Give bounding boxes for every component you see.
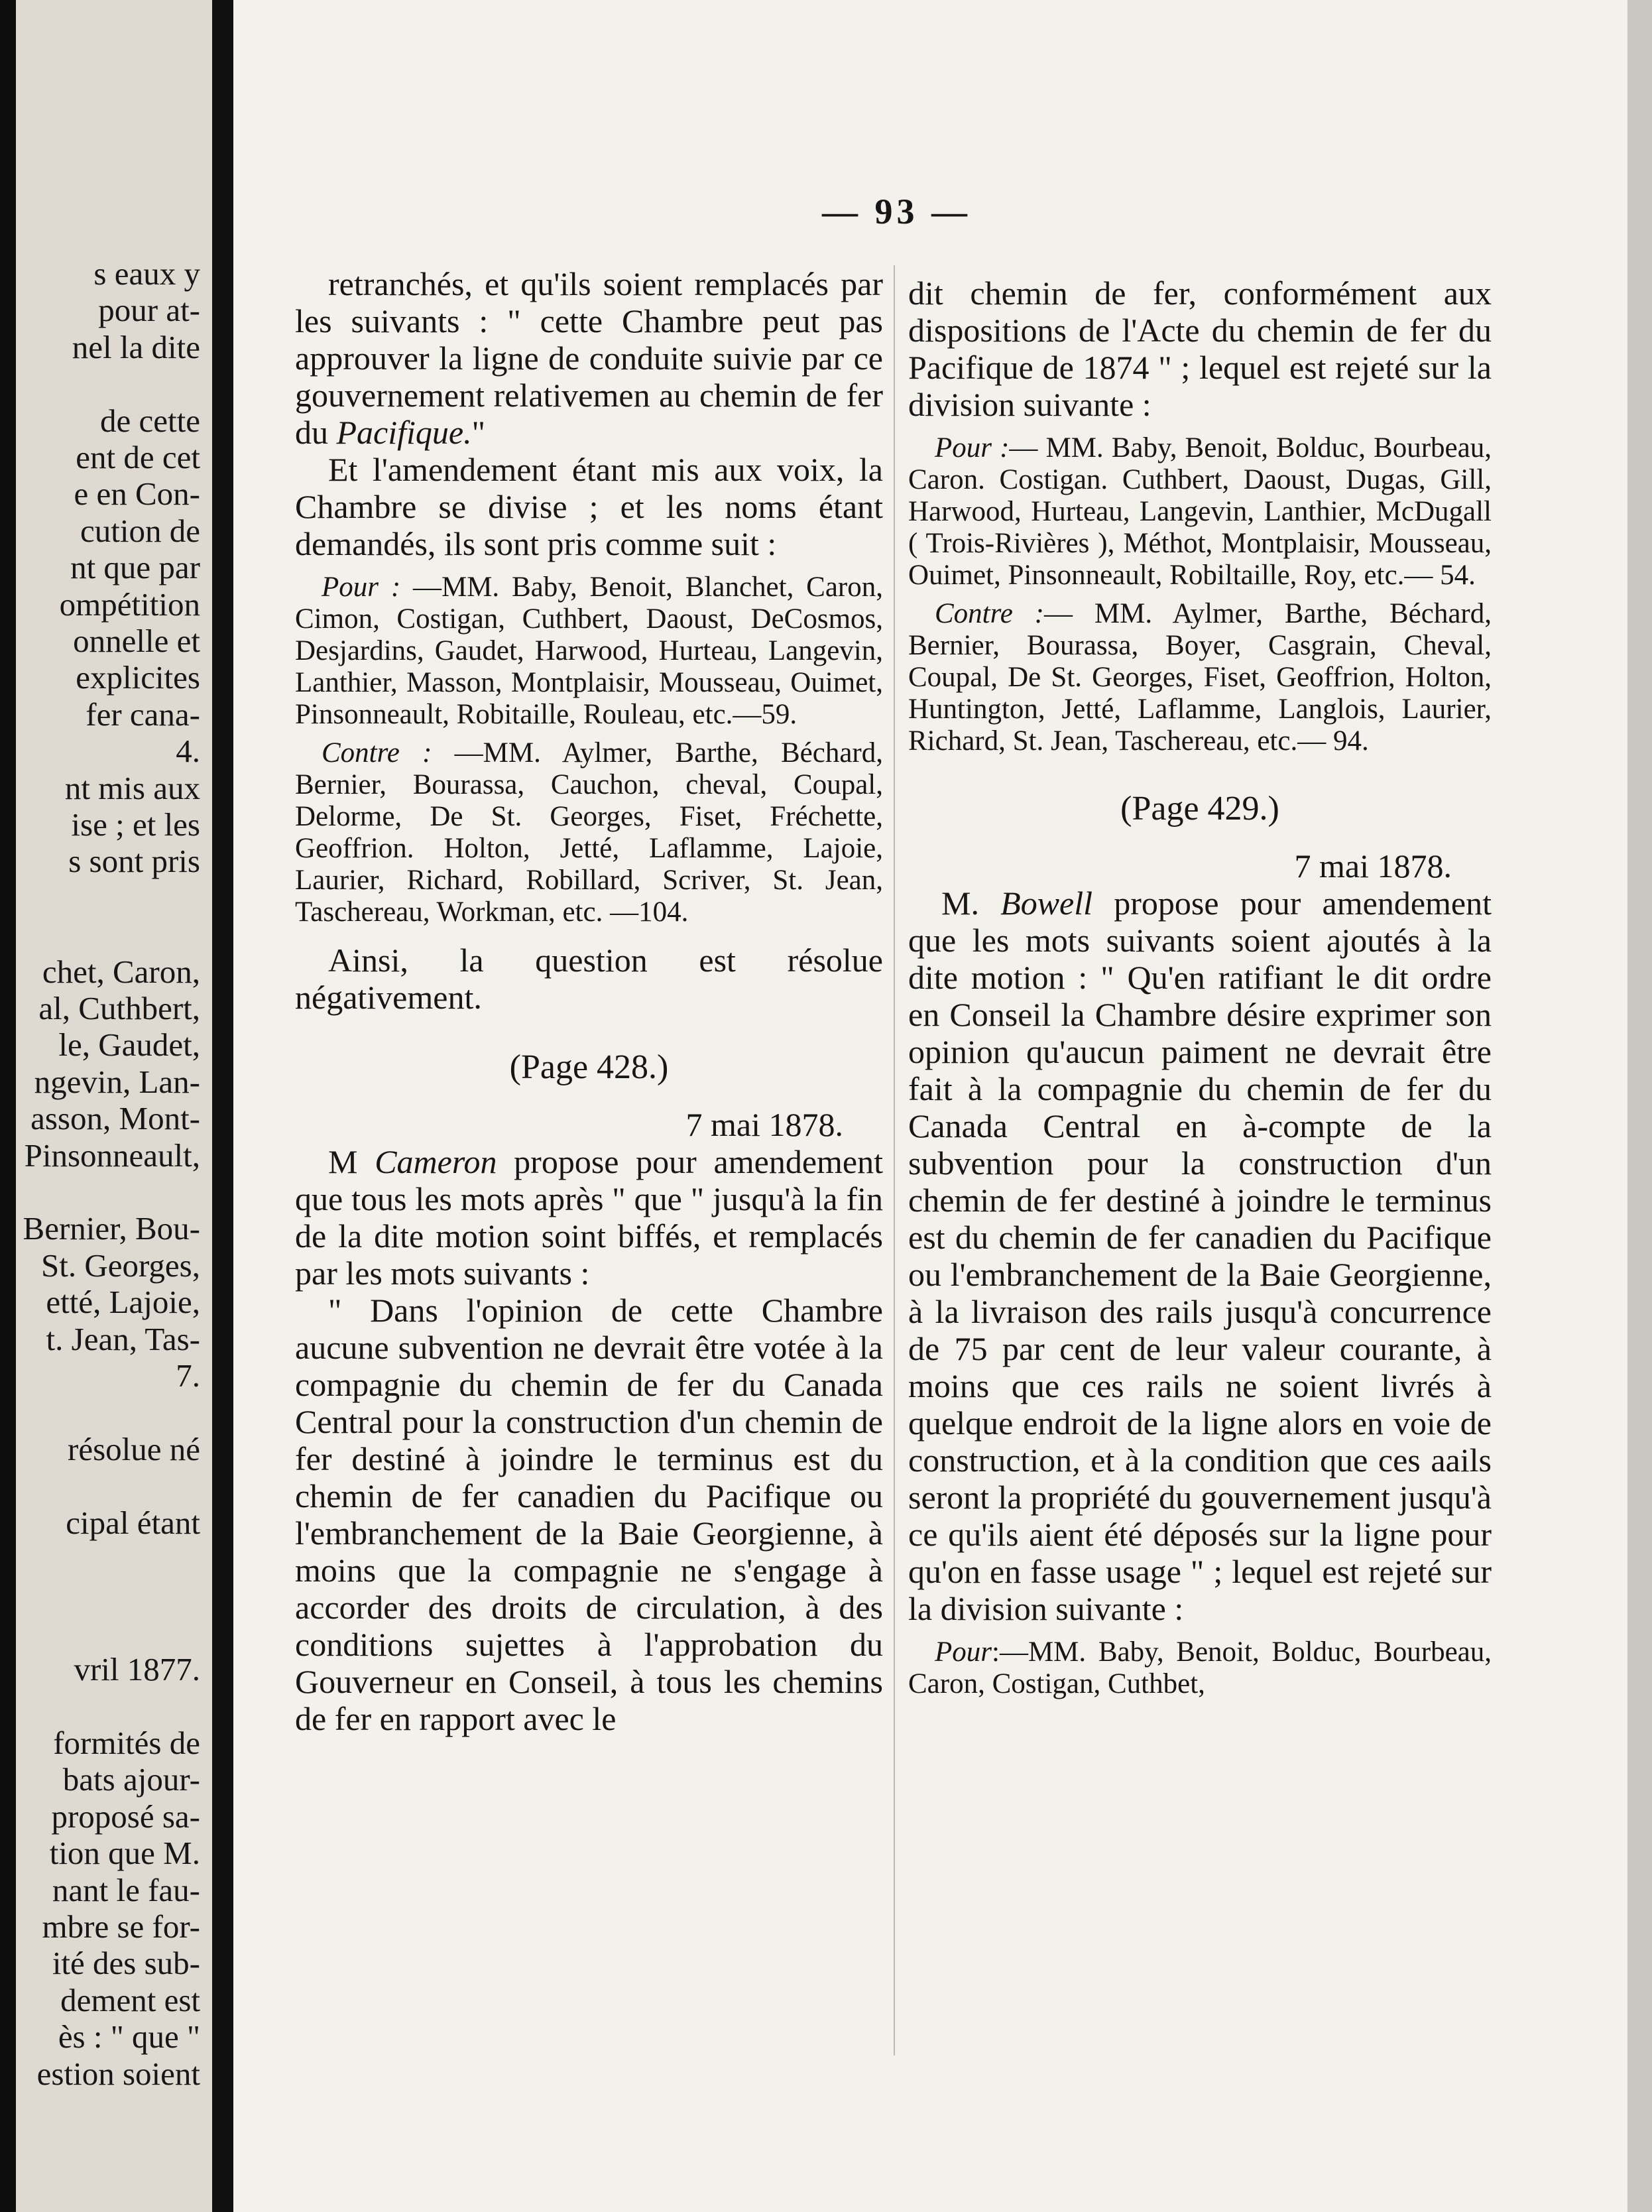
left-fragment-line: chet, Caron, — [42, 953, 200, 990]
quotation: " Dans l'opinion de cette Chambre aucune subvention ne devrait être votée à la compagnie du chemin de fer du Canada Central pour la construction d'un chemin de fer destiné à joindre le terminus est du chemin de fer canadien du Pacifique ou l'embranchement de la Baie Georgienne, à moins que la compagnie ne s'engage à accorder des droits de circulation, à des conditions sujettes à l'approbation du Gouverneur en Conseil, à tous les chemins de fer en rapport avec le — [295, 1292, 883, 1737]
left-fragment-line: Pinsonneault, — [24, 1137, 200, 1174]
left-fragment-line: ise ; et les — [71, 806, 200, 843]
paragraph: Et l'amendement étant mis aux voix, la Chambre se divise ; et les noms étant demandés, ils sont pris comme suit : — [295, 451, 883, 562]
vote-pour: Pour :— MM. Baby, Benoit, Bolduc, Bourbeau, Caron. Costigan. Cuthbert, Daoust, Dugas, Gill, Harwood, Hurteau, Langevin, Lanthier, McDugall ( Trois-Rivières ), Méthot, Montplaisir, Mousseau, Ouimet, Pinsonneault, Robiltaille, Roy, etc.— 54. — [908, 432, 1492, 591]
paragraph: retranchés, et qu'ils soient remplacés par les suivants : " cette Chambre peut pas approuver la ligne de conduite suivie par ce gouvernement relativemen au chemin de fer du Pacifique." — [295, 265, 883, 451]
left-fragment-line: dement est — [60, 1981, 200, 2018]
left-fragment-line: ompétition — [59, 585, 200, 623]
book-spine — [212, 0, 233, 2212]
left-fragment-line: asson, Mont- — [30, 1100, 200, 1137]
left-fragment-line: formités de — [53, 1725, 200, 1761]
left-fragment-line: cipal étant — [66, 1504, 200, 1541]
left-fragment-line: de cette — [100, 402, 200, 439]
paragraph: M Cameron propose pour amendement que tous les mots après " que " jusqu'à la fin de la dite motion soint biffés, et remplacés par les mots suivants : — [295, 1143, 883, 1292]
column-right — [908, 275, 1492, 1700]
left-fragment-line: le, Gaudet, — [58, 1026, 200, 1064]
column-middle — [295, 265, 883, 1737]
vote-contre: Contre : —MM. Aylmer, Barthe, Béchard, Bernier, Bourassa, Cauchon, cheval, Coupal, Delorme, De St. Georges, Fiset, Fréchette, Geoffrion. Holton, Jetté, Laflamme, Lajoie, Laurier, Richard, Robillard, Scriver, St. Jean, Taschereau, Workman, etc. —104. — [295, 737, 883, 928]
page-number: — 93 — — [822, 192, 971, 231]
left-fragment-line: St. Georges, — [41, 1247, 200, 1284]
left-fragment-line: e en Con- — [74, 475, 200, 513]
left-fragment-line: proposé sa- — [51, 1798, 200, 1835]
date: 7 mai 1878. — [1294, 847, 1452, 885]
left-fragment-line: onnelle et — [73, 623, 200, 659]
left-fragment-line: Bernier, Bou- — [23, 1210, 200, 1247]
left-fragment-line: etté, Lajoie, — [46, 1284, 200, 1321]
paragraph: M. Bowell propose pour amendement que les mots suivants soient ajoutés à la dite motion : " Qu'en ratifiant le dit ordre en Conseil la Chambre désire exprimer son opinion qu'aucun paiment ne devrait être fait à la compagnie du chemin de fer du Canada Central en à-compte de la subvention pour la construction d'un chemin de fer destiné à joindre le terminus est du chemin de fer canadien du Pacifique ou l'embranchement de la Baie Georgienne, à la livraison des rails jusqu'à concurrence de 75 par cent de leur valeur courante, à moins que ces rails ne soient livrés à quelque endroit de la ligne alors en voie de construction, et à la condition que ces aails seront la propriété du gouvernement jusqu'à ce qu'ils aient été déposés sur la ligne pour qu'on en fasse usage " ; lequel est rejeté sur la division suivante : — [908, 885, 1492, 1627]
left-fragment-line: al, Cuthbert, — [38, 990, 200, 1026]
left-fragment-line: ent de cet — [76, 439, 200, 475]
date: 7 mai 1878. — [685, 1106, 843, 1143]
left-fragment-line: ès : " que " — [58, 2018, 200, 2056]
left-fragment-line: s sont pris — [68, 843, 200, 880]
vote-pour: Pour : —MM. Baby, Benoit, Blanchet, Caron, Cimon, Costigan, Cuthbert, Daoust, DeCosmos, Desjardins, Gaudet, Harwood, Hurteau, Langevin, Lanthier, Masson, Montplaisir, Mousseau, Ouimet, Pinsonneault, Robitaille, Rouleau, etc.—59. — [295, 572, 883, 730]
paragraph: dit chemin de fer, conformément aux dispositions de l'Acte du chemin de fer du Pacifique de 1874 " ; lequel est rejeté sur la division suivante : — [908, 275, 1492, 423]
left-fragment-line: bats ajour- — [62, 1761, 200, 1798]
left-fragment-line: vril 1877. — [74, 1651, 200, 1688]
left-fragment-line: pour at- — [98, 292, 200, 329]
left-fragment-line: résolue né — [68, 1430, 200, 1467]
left-fragment-line: s eaux y — [93, 255, 200, 292]
left-fragment-line: 7. — [176, 1357, 200, 1394]
left-fragment-line: estion soient — [36, 2055, 200, 2092]
left-fragment-line: mbre se for- — [42, 1908, 200, 1945]
scan-border — [0, 0, 16, 2212]
vote-contre: Contre :— MM. Aylmer, Barthe, Béchard, Bernier, Bourassa, Boyer, Casgrain, Cheval, Coupal, De St. Georges, Fiset, Geoffrion, Holton, Huntington, Jetté, Laflamme, Langlois, Laurier, Richard, St. Jean, Taschereau, etc.— 94. — [908, 598, 1492, 757]
page-reference: (Page 429.) — [1120, 790, 1279, 828]
page-edge — [1627, 0, 1652, 2212]
left-fragment-line: nt mis aux — [64, 769, 200, 806]
left-fragment-line: t. Jean, Tas- — [46, 1320, 200, 1357]
page-reference: (Page 428.) — [509, 1048, 669, 1086]
left-fragment-line: nt que par — [70, 549, 200, 586]
left-fragment-line: nel la dite — [72, 328, 200, 365]
left-fragment-line: ité des sub- — [52, 1945, 200, 1982]
left-fragment-line: nant le fau- — [52, 1871, 200, 1908]
left-fragment-line: fer cana- — [86, 696, 200, 733]
resolution: Ainsi, la question est résolue négativement. — [295, 942, 883, 1016]
left-fragment-line: tion que M. — [49, 1835, 200, 1872]
left-page-fragment — [16, 0, 212, 2212]
left-fragment-line: explicites — [76, 659, 200, 696]
left-fragment-line: 4. — [176, 733, 200, 770]
left-fragment-line: cution de — [80, 512, 200, 549]
column-rule — [894, 265, 895, 2056]
vote-pour: Pour:—MM. Baby, Benoit, Bolduc, Bourbeau, Caron, Costigan, Cuthbet, — [908, 1636, 1492, 1699]
left-fragment-line: ngevin, Lan- — [34, 1063, 200, 1100]
